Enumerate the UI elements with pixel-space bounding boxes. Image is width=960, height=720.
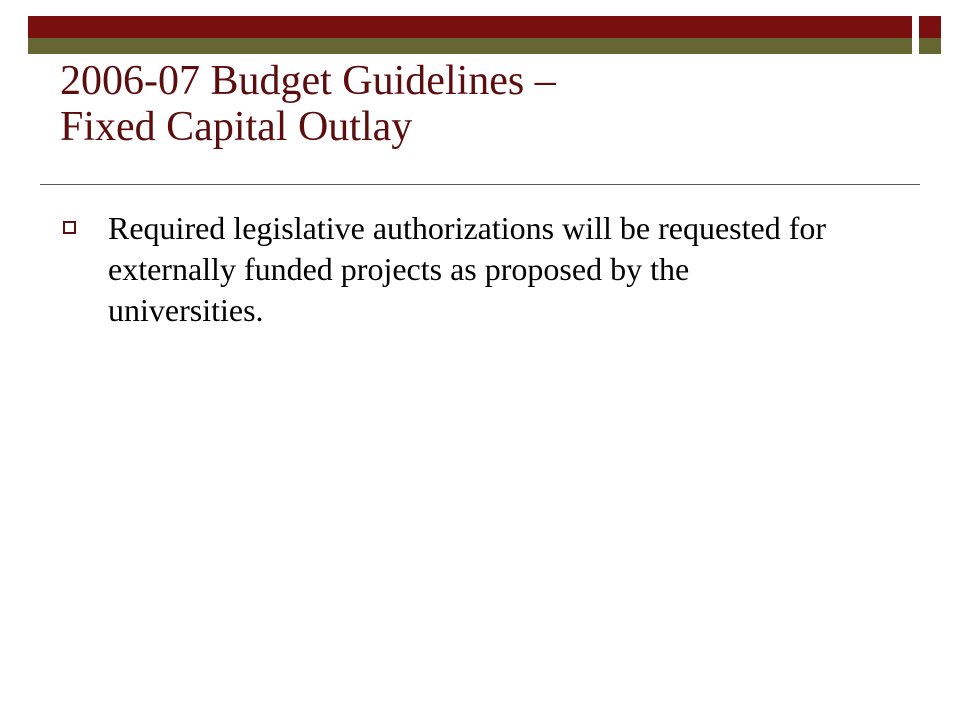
corner-square-red [919,16,941,38]
bullet-item [60,208,840,331]
title-divider [40,184,920,185]
corner-square-olive [919,38,941,54]
bullet-text: Required legislative authorizations will be requested for externally funded projects as proposed by the universities. [108,210,826,328]
slide-title-line-1: 2006-07 Budget Guidelines – [60,58,556,104]
slide-title [60,58,900,150]
bullet-list [60,208,840,331]
header-bar-olive-stripe [28,38,912,54]
header-bar-dark-red [28,16,912,38]
hollow-square-bullet-icon [63,221,76,234]
slide-title-line-2: Fixed Capital Outlay [60,104,413,150]
